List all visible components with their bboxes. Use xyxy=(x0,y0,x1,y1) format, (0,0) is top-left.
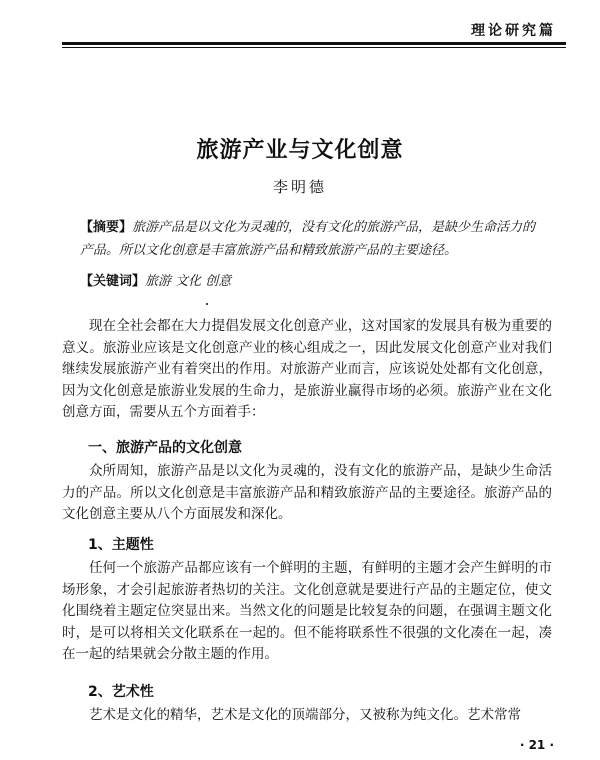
header-rule-thin xyxy=(62,47,566,48)
article-author: 李明德 xyxy=(272,178,327,196)
subsection-heading-2: 2、艺术性 xyxy=(88,684,154,700)
section-heading-1: 一、旅游产品的文化创意 xyxy=(88,440,242,456)
keywords-label: 【关键词】 xyxy=(80,274,146,289)
intro-paragraph: 现在全社会都在大力提倡发展文化创意产业，这对国家的发展具有极为重要的意义。旅游业应该是文化创意产业的核心组成之一，因此发展文化创意产业对我们继续发展旅游产业有着突出的作用。对旅游产业而言，应该说处处都有文化创意，因为文化创意是旅游业发展的生命力，是旅游业赢得市场的必须。旅游产业在文化创意方面，需要从五个方面着手： xyxy=(62,318,552,420)
abstract-label: 【摘要】 xyxy=(80,220,133,235)
section-label: 理论研究篇 xyxy=(471,23,556,39)
subsection-paragraph-1: 任何一个旅游产品都应该有一个鲜明的主题，有鲜明的主题才会产生鲜明的市场形象，才会引起旅游者热切的关注。文化创意就是要进行产品的主题定位，使文化围绕着主题定位突显出来。当然文化的问题是比较复杂的问题，在强调主题文化时，是可以将相关文化联系在一起的。但不能将联系性不很强的文化凑在一起，凑在一起的结果就会分散主题的作用。 xyxy=(62,560,552,662)
abstract-text: 旅游产品是以文化为灵魂的，没有文化的旅游产品，是缺少生命活力的产品。所以文化创意是丰富旅游产品和精致旅游产品的主要途径。 xyxy=(80,220,536,258)
subsection-paragraph-2: 艺术是文化的精华，艺术是文化的顶端部分，又被称为纯文化。艺术常常 xyxy=(89,707,521,723)
keywords xyxy=(80,270,548,293)
article-title: 旅游产业与文化创意 xyxy=(196,136,404,163)
abstract xyxy=(80,216,548,262)
header-rule xyxy=(62,42,566,45)
keywords-text: 旅游 文化 创意 xyxy=(145,274,232,289)
section-paragraph-1: 众所周知，旅游产品是以文化为灵魂的，没有文化的旅游产品，是缺少生命活力的产品。所以文化创意是丰富旅游产品和精致旅游产品的主要途径。旅游产品的文化创意主要从八个方面展发和深化。 xyxy=(62,463,552,522)
subsection-heading-1: 1、主题性 xyxy=(88,537,154,553)
scan-speck xyxy=(206,303,208,305)
page-number: · 21 · xyxy=(519,738,554,752)
